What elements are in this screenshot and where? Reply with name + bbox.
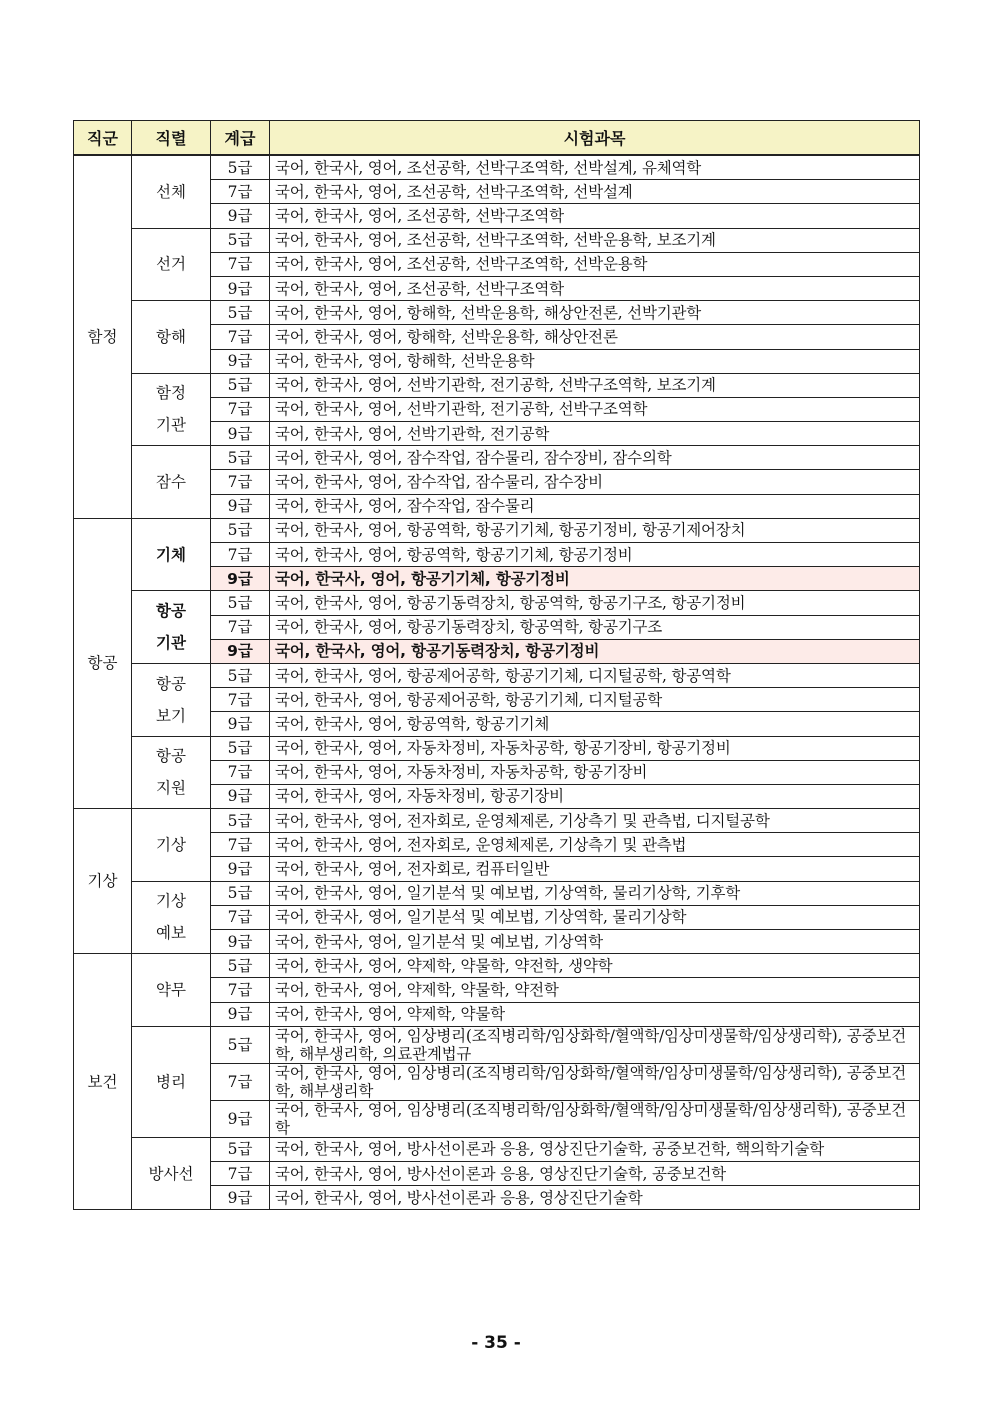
table-body — [74, 155, 920, 1210]
grade-cell: 5급 — [211, 228, 270, 252]
position-cell — [132, 1137, 211, 1210]
group-cell: 보건 — [74, 954, 132, 1210]
subjects-cell: 국어, 한국사, 영어, 잠수작업, 잠수물리, 잠수장비, 잠수의학 — [270, 446, 920, 470]
position-label: 기관 — [156, 416, 186, 435]
table-row — [74, 1137, 920, 1161]
subjects-cell: 국어, 한국사, 영어, 항공역학, 항공기기체, 항공기정비, 항공기제어장치 — [270, 518, 920, 542]
subjects-cell: 국어, 한국사, 영어, 전자회로, 컴퓨터일반 — [270, 857, 920, 881]
table-row — [74, 954, 920, 978]
grade-cell: 7급 — [211, 833, 270, 857]
position-label: 방사선 — [148, 1164, 194, 1183]
subjects-cell: 국어, 한국사, 영어, 항해학, 선박운용학, 해상안전론, 선박기관학 — [270, 301, 920, 325]
grade-cell: 9급 — [211, 494, 270, 518]
position-label: 지원 — [156, 779, 186, 798]
header-row — [74, 121, 920, 156]
subjects-cell: 국어, 한국사, 영어, 항공기동력장치, 항공기정비 — [270, 639, 920, 663]
grade-cell: 9급 — [211, 1186, 270, 1210]
grade-cell: 7급 — [211, 470, 270, 494]
group-cell: 기상 — [74, 809, 132, 954]
position-cell — [132, 301, 211, 374]
subjects-cell: 국어, 한국사, 영어, 약제학, 약물학 — [270, 1002, 920, 1026]
grade-cell: 9급 — [211, 276, 270, 300]
grade-cell: 9급 — [211, 712, 270, 736]
subjects-cell: 국어, 한국사, 영어, 자동차정비, 항공기장비 — [270, 784, 920, 808]
table-row — [74, 736, 920, 760]
subjects-cell: 국어, 한국사, 영어, 항공제어공학, 항공기기체, 디지털공학, 항공역학 — [270, 663, 920, 687]
subjects-cell: 국어, 한국사, 영어, 조선공학, 선박구조역학, 선박설계 — [270, 180, 920, 204]
grade-cell: 7급 — [211, 905, 270, 929]
exam-subjects-table — [73, 120, 920, 1210]
position-label: 보기 — [156, 706, 186, 725]
grade-cell: 9급 — [211, 639, 270, 663]
grade-cell: 9급 — [211, 784, 270, 808]
subjects-cell: 국어, 한국사, 영어, 전자회로, 운영체제론, 기상측기 및 관측법, 디지털공학 — [270, 809, 920, 833]
table-row — [74, 301, 920, 325]
grade-cell: 7급 — [211, 688, 270, 712]
table-row — [74, 373, 920, 397]
grade-cell: 7급 — [211, 760, 270, 784]
subjects-cell: 국어, 한국사, 영어, 조선공학, 선박구조역학, 선박운용학, 보조기계 — [270, 228, 920, 252]
position-label: 기상 — [156, 892, 186, 911]
grade-cell: 5급 — [211, 301, 270, 325]
grade-cell: 9급 — [211, 204, 270, 228]
position-label: 기상 — [156, 835, 186, 854]
position-label: 기체 — [156, 545, 186, 564]
grade-cell: 9급 — [211, 422, 270, 446]
position-label: 함정 — [156, 384, 186, 403]
position-cell — [132, 228, 211, 301]
grade-cell: 7급 — [211, 1161, 270, 1185]
grade-cell: 7급 — [211, 180, 270, 204]
grade-cell: 7급 — [211, 1063, 270, 1100]
position-label: 예보 — [156, 924, 186, 943]
table-row — [74, 228, 920, 252]
subjects-cell: 국어, 한국사, 영어, 전자회로, 운영체제론, 기상측기 및 관측법 — [270, 833, 920, 857]
grade-cell: 5급 — [211, 446, 270, 470]
subjects-cell: 국어, 한국사, 영어, 항공제어공학, 항공기기체, 디지털공학 — [270, 688, 920, 712]
subjects-cell: 국어, 한국사, 영어, 선박기관학, 전기공학, 선박구조역학 — [270, 397, 920, 421]
subjects-cell: 국어, 한국사, 영어, 항공기동력장치, 항공역학, 항공기구조 — [270, 615, 920, 639]
grade-cell: 5급 — [211, 591, 270, 615]
subjects-cell: 국어, 한국사, 영어, 조선공학, 선박구조역학, 선박운용학 — [270, 252, 920, 276]
grade-cell: 5급 — [211, 1026, 270, 1063]
grade-cell: 7급 — [211, 543, 270, 567]
position-cell — [132, 663, 211, 736]
header-group: 직군 — [74, 121, 132, 156]
group-cell: 항공 — [74, 518, 132, 808]
table-row — [74, 1026, 920, 1063]
position-label: 약무 — [156, 980, 186, 999]
grade-cell: 9급 — [211, 930, 270, 954]
position-cell — [132, 518, 211, 591]
subjects-cell: 국어, 한국사, 영어, 약제학, 약물학, 약전학 — [270, 978, 920, 1002]
subjects-cell: 국어, 한국사, 영어, 조선공학, 선박구조역학, 선박설계, 유체역학 — [270, 155, 920, 180]
group-cell: 함정 — [74, 155, 132, 518]
grade-cell: 5급 — [211, 736, 270, 760]
subjects-cell: 국어, 한국사, 영어, 항해학, 선박운용학, 해상안전론 — [270, 325, 920, 349]
position-label: 항공 — [156, 674, 186, 693]
subjects-cell: 국어, 한국사, 영어, 선박기관학, 전기공학 — [270, 422, 920, 446]
table-row — [74, 809, 920, 833]
grade-cell: 5급 — [211, 809, 270, 833]
subjects-cell: 국어, 한국사, 영어, 항해학, 선박운용학 — [270, 349, 920, 373]
position-cell — [132, 954, 211, 1027]
subjects-cell: 국어, 한국사, 영어, 일기분석 및 예보법, 기상역학 — [270, 930, 920, 954]
subjects-cell: 국어, 한국사, 영어, 조선공학, 선박구조역학 — [270, 276, 920, 300]
table-row — [74, 446, 920, 470]
table-row — [74, 881, 920, 905]
header-subjects: 시험과목 — [270, 121, 920, 156]
grade-cell: 5급 — [211, 881, 270, 905]
subjects-cell: 국어, 한국사, 영어, 약제학, 약물학, 약전학, 생약학 — [270, 954, 920, 978]
subjects-cell: 국어, 한국사, 영어, 임상병리(조직병리학/임상화학/혈액학/임상미생물학/임상생리학), 공중보건학, 해부생리학 — [270, 1063, 920, 1100]
grade-cell: 5급 — [211, 518, 270, 542]
grade-cell: 5급 — [211, 155, 270, 180]
grade-cell: 5급 — [211, 663, 270, 687]
subjects-cell: 국어, 한국사, 영어, 방사선이론과 응용, 영상진단기술학, 공중보건학, 핵의학기술학 — [270, 1137, 920, 1161]
grade-cell: 9급 — [211, 567, 270, 591]
page-number: - 35 - — [471, 1333, 521, 1353]
header-position: 직렬 — [132, 121, 211, 156]
grade-cell: 7급 — [211, 325, 270, 349]
grade-cell: 5급 — [211, 1137, 270, 1161]
subjects-cell: 국어, 한국사, 영어, 방사선이론과 응용, 영상진단기술학 — [270, 1186, 920, 1210]
subjects-cell: 국어, 한국사, 영어, 잠수작업, 잠수물리, 잠수장비 — [270, 470, 920, 494]
subjects-cell: 국어, 한국사, 영어, 조선공학, 선박구조역학 — [270, 204, 920, 228]
grade-cell: 9급 — [211, 349, 270, 373]
subjects-cell: 국어, 한국사, 영어, 임상병리(조직병리학/임상화학/혈액학/임상미생물학/임상생리학), 공중보건학, 해부생리학, 의료관계법규 — [270, 1026, 920, 1063]
grade-cell: 7급 — [211, 397, 270, 421]
grade-cell: 5급 — [211, 373, 270, 397]
grade-cell: 5급 — [211, 954, 270, 978]
grade-cell: 9급 — [211, 1100, 270, 1137]
table-row — [74, 518, 920, 542]
grade-cell: 7급 — [211, 978, 270, 1002]
subjects-cell: 국어, 한국사, 영어, 방사선이론과 응용, 영상진단기술학, 공중보건학 — [270, 1161, 920, 1185]
position-label: 잠수 — [156, 473, 186, 492]
subjects-cell: 국어, 한국사, 영어, 항공역학, 항공기기체 — [270, 712, 920, 736]
subjects-cell: 국어, 한국사, 영어, 항공기동력장치, 항공역학, 항공기구조, 항공기정비 — [270, 591, 920, 615]
position-cell — [132, 809, 211, 882]
position-cell — [132, 373, 211, 446]
subjects-cell: 국어, 한국사, 영어, 임상병리(조직병리학/임상화학/혈액학/임상미생물학/임상생리학), 공중보건학 — [270, 1100, 920, 1137]
position-cell — [132, 591, 211, 664]
table-row — [74, 155, 920, 180]
grade-cell: 7급 — [211, 615, 270, 639]
position-cell — [132, 736, 211, 809]
position-cell — [132, 155, 211, 228]
subjects-cell: 국어, 한국사, 영어, 자동차정비, 자동차공학, 항공기장비 — [270, 760, 920, 784]
position-label: 항해 — [156, 327, 186, 346]
grade-cell: 7급 — [211, 252, 270, 276]
subjects-cell: 국어, 한국사, 영어, 자동차정비, 자동차공학, 항공기장비, 항공기정비 — [270, 736, 920, 760]
subjects-cell: 국어, 한국사, 영어, 항공역학, 항공기기체, 항공기정비 — [270, 543, 920, 567]
subjects-cell: 국어, 한국사, 영어, 항공기기체, 항공기정비 — [270, 567, 920, 591]
position-cell — [132, 446, 211, 519]
position-label: 항공 — [156, 747, 186, 766]
position-label: 선체 — [156, 182, 186, 201]
grade-cell: 9급 — [211, 1002, 270, 1026]
position-cell — [132, 881, 211, 954]
subjects-cell: 국어, 한국사, 영어, 잠수작업, 잠수물리 — [270, 494, 920, 518]
subjects-cell: 국어, 한국사, 영어, 일기분석 및 예보법, 기상역학, 물리기상학, 기후학 — [270, 881, 920, 905]
table-row — [74, 591, 920, 615]
grade-cell: 9급 — [211, 857, 270, 881]
position-label: 기관 — [156, 634, 186, 653]
subjects-cell: 국어, 한국사, 영어, 선박기관학, 전기공학, 선박구조역학, 보조기계 — [270, 373, 920, 397]
table-row — [74, 663, 920, 687]
header-grade: 계급 — [211, 121, 270, 156]
position-label: 선거 — [156, 255, 186, 274]
position-cell — [132, 1026, 211, 1137]
position-label: 병리 — [156, 1072, 186, 1091]
subjects-cell: 국어, 한국사, 영어, 일기분석 및 예보법, 기상역학, 물리기상학 — [270, 905, 920, 929]
position-label: 항공 — [156, 602, 186, 621]
